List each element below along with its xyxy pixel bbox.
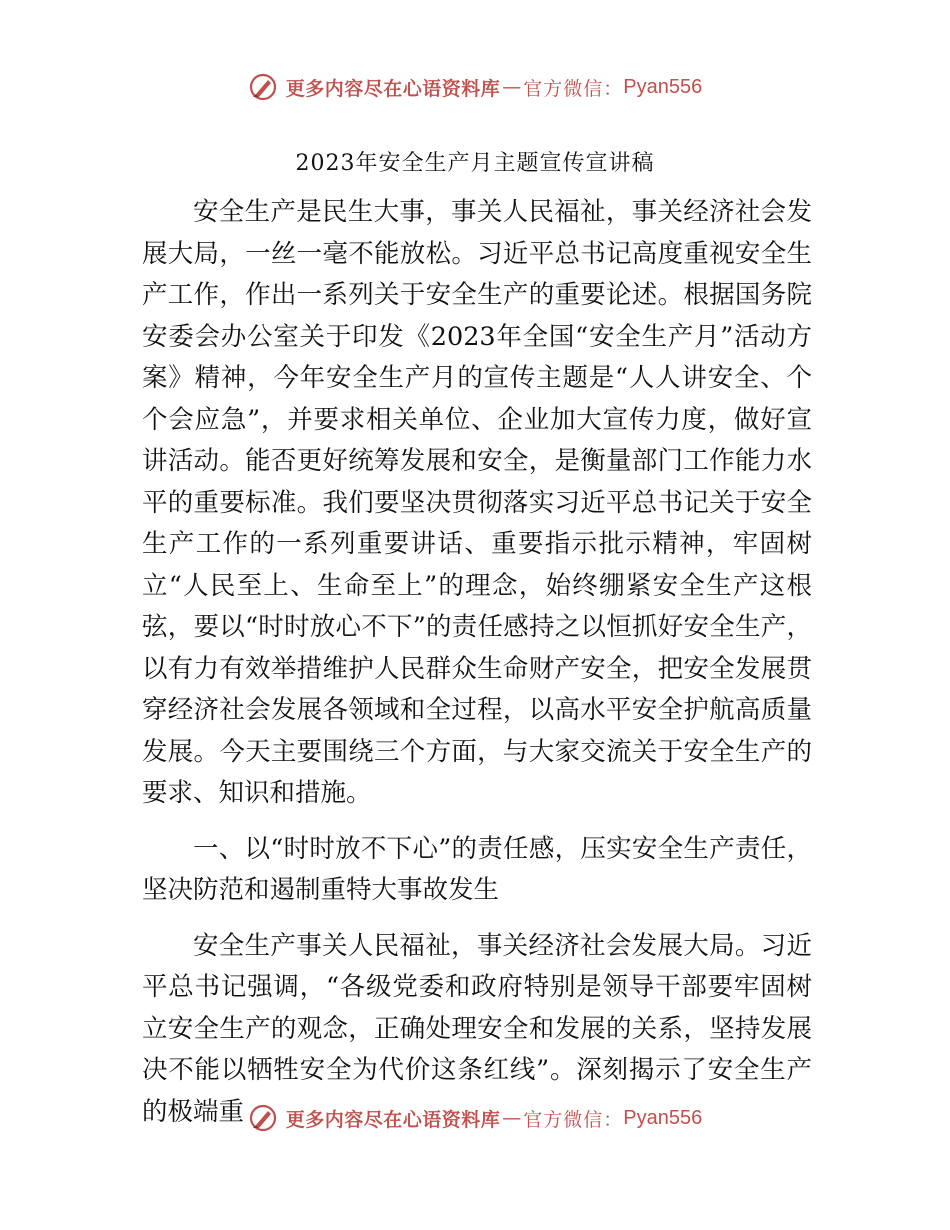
document-body xyxy=(142,192,812,1133)
watermark-separator: — xyxy=(502,1107,522,1129)
watermark-wechat-id: Pyan556 xyxy=(623,1106,703,1129)
watermark-separator: — xyxy=(502,76,522,98)
watermark-main-text: 更多内容尽在心语资料库 xyxy=(285,77,501,100)
section-heading-1: 一、以“时时放不下心”的责任感，压实安全生产责任，坚决防范和遏制重特大事故发生 xyxy=(142,833,812,905)
watermark-wechat-label: 官方微信： xyxy=(523,1108,624,1131)
paragraph-intro: 安全生产是民生大事，事关人民福祉，事关经济社会发展大局，一丝一毫不能放松。习近平总书记高度重视安全生产工作，作出一系列关于安全生产的重要论述。根据国务院安委会办公室关于印发《2023年全国“安全生产月”活动方案》精神，今年安全生产月的宣传主题是“人人讲安全、个个会应急”，并要求相关单位、企业加大宣传力度，做好宣讲活动。能否更好统筹发展和安全，是衡量部门工作能力水平的重要标准。我们要坚决贯彻落实习近平总书记关于安全生产工作的一系列重要讲话、重要指示批示精神，牢固树立“人民至上、生命至上”的理念，始终绷紧安全生产这根弦，要以“时时放心不下”的责任感持之以恒抓好安全生产，以有力有效举措维护人民群众生命财产安全，把安全发展贯穿经济社会发展各领域和全过程，以高水平安全护航高质量发展。今天主要围绕三个方面，与大家交流关于安全生产的要求、知识和措施。 xyxy=(142,197,812,808)
paragraph-section-1: 安全生产事关人民福祉，事关经济社会发展大局。习近平总书记强调，“各级党委和政府特别是领导干部要牢固树立安全生产的观念，正确处理安全和发展的关系，坚持发展决不能以牺牲安全为代价这条红线”。深刻揭示了安全生产的极端重 xyxy=(142,930,812,1127)
watermark-wechat-id: Pyan556 xyxy=(623,75,703,98)
document-title: 2023年安全生产月主题宣传宣讲稿 xyxy=(295,151,655,176)
pen-logo-icon xyxy=(248,1103,278,1133)
pen-logo-icon xyxy=(248,72,278,102)
footer-watermark xyxy=(0,1103,950,1133)
watermark-wechat-label: 官方微信： xyxy=(523,77,624,100)
watermark-main-text: 更多内容尽在心语资料库 xyxy=(285,1108,501,1131)
header-watermark xyxy=(0,72,950,102)
